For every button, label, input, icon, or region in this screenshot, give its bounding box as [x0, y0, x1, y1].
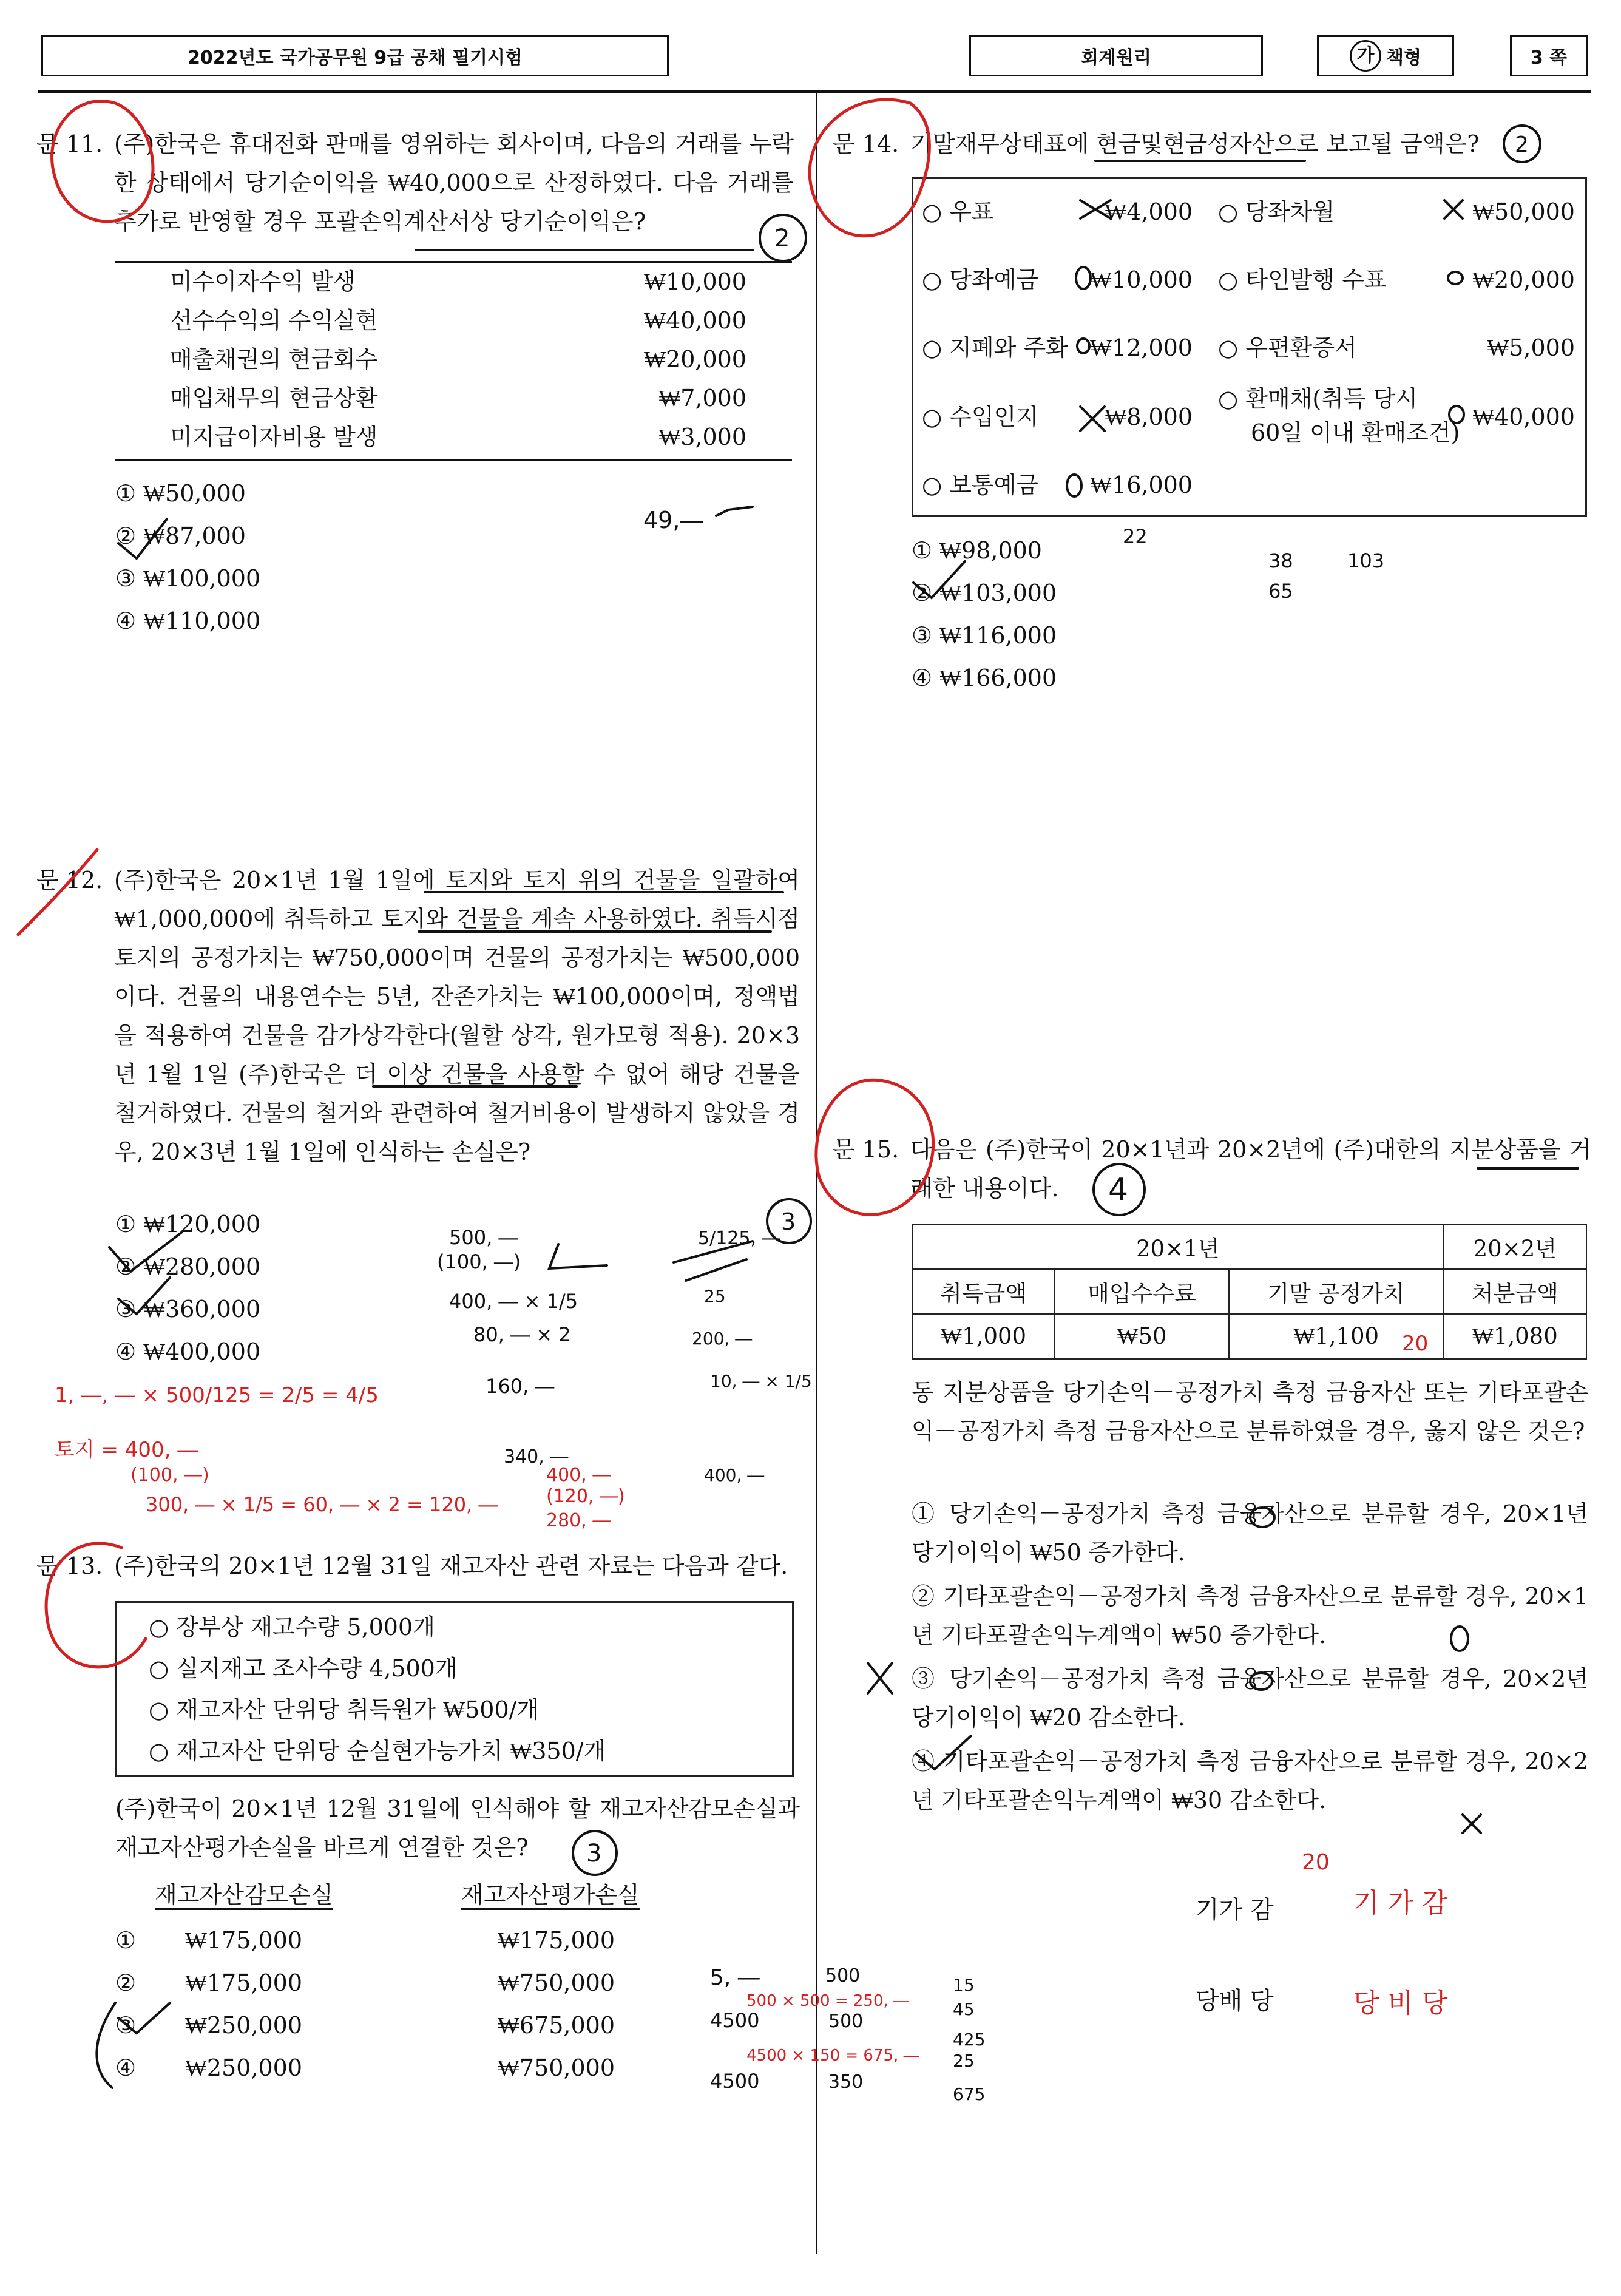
hand-answer-q12: 3 — [781, 1208, 796, 1235]
svg-text:45: 45 — [953, 1999, 975, 2019]
q14-box-label: ○ 지폐와 주화 — [922, 334, 1068, 361]
svg-text:200, ―: 200, ― — [692, 1329, 753, 1349]
hand-note-q11: 49,― — [643, 507, 703, 533]
q14-option-2[interactable]: ② ₩103,000 — [912, 580, 1057, 606]
q11-item-amount: ₩40,000 — [644, 307, 746, 334]
q15-option-4[interactable]: ④ 기타포괄손익－공정가치 측정 금융자산으로 분류할 경우, 20×2년 기타포괄손익누계액이 ₩30 감소한다. — [912, 1748, 1588, 1813]
page-number: 3 쪽 — [1510, 35, 1588, 76]
svg-text:4500: 4500 — [710, 2070, 760, 2093]
svg-text:103: 103 — [1347, 549, 1385, 572]
q11-item-label: 매입채무의 현금상환 — [170, 385, 378, 411]
q11-item-label: 매출채권의 현금회수 — [170, 346, 378, 373]
answer-circle-q12 — [767, 1199, 811, 1243]
svg-text:425: 425 — [953, 2030, 986, 2050]
question-13 — [36, 1546, 800, 1585]
subject-box: 회계원리 — [969, 35, 1263, 76]
q14-box-amount: ₩8,000 — [1105, 404, 1193, 430]
svg-text:160, ―: 160, ― — [486, 1375, 555, 1398]
q14-box-label: ○ 우표 — [922, 198, 994, 225]
question-text: (주)한국은 휴대전화 판매를 영위하는 회사이며, 다음의 거래를 누락한 상태에서 당기순이익을 ₩40,000으로 산정하였다. 다음 거래를 추가로 반영할 경우 포괄손익계산서상 당기순이익은? — [114, 130, 794, 235]
q14-box-label: ○ 보통예금 — [922, 472, 1039, 498]
svg-text:기 가 감: 기 가 감 — [1353, 1888, 1448, 1918]
question-intro: (주)한국의 20×1년 12월 31일 재고자산 관련 자료는 다음과 같다. — [114, 1553, 788, 1579]
hand-answer-q14: 2 — [1515, 132, 1529, 157]
svg-text:400, ―: 400, ― — [546, 1465, 611, 1486]
q15-option-1[interactable]: ① 당기손익－공정가치 측정 금융자산으로 분류할 경우, 20×1년 당기이익이 ₩50 증가한다. — [912, 1500, 1588, 1566]
question-text: 동 지분상품을 당기손익－공정가치 측정 금융자산 또는 기타포괄손익－공정가치 측정 금융자산으로 분류하였을 경우, 옳지 않은 것은? — [912, 1379, 1588, 1444]
table-cell: ₩1,080 — [1444, 1314, 1586, 1359]
svg-text:(100, ―): (100, ―) — [437, 1250, 521, 1273]
q13-option-1[interactable]: ① ₩175,000 ₩175,000 — [115, 1927, 615, 1954]
table-header-cell: 처분금액 — [1444, 1269, 1586, 1314]
svg-text:5/125, ―: 5/125, ― — [698, 1228, 780, 1249]
table-header-cell: 취득금액 — [912, 1269, 1055, 1314]
q14-option-4[interactable]: ④ ₩166,000 — [912, 665, 1057, 691]
svg-text:500, ―: 500, ― — [449, 1226, 518, 1249]
table-cell: ₩1,000 — [912, 1314, 1055, 1359]
question-text: (주)한국이 20×1년 12월 31일에 인식해야 할 재고자산감모손실과 재고자산평가손실을 바르게 연결한 것은? — [115, 1795, 800, 1861]
q14-box-amount: ₩40,000 — [1472, 404, 1575, 430]
svg-text:(100, ―): (100, ―) — [130, 1465, 209, 1486]
q14-box-amount: ₩16,000 — [1090, 472, 1193, 498]
svg-text:당배 당: 당배 당 — [1196, 1987, 1274, 2015]
q11-item-amount: ₩7,000 — [658, 385, 746, 411]
q14-option-3[interactable]: ③ ₩116,000 — [912, 622, 1057, 649]
q15-option-3[interactable]: ③ 당기손익－공정가치 측정 금융자산으로 분류할 경우, 20×2년 당기이익이 ₩20 감소한다. — [912, 1665, 1588, 1731]
svg-text:25: 25 — [704, 1286, 726, 1306]
q13-box-item: ○ 재고자산 단위당 순실현가능가치 ₩350/개 — [149, 1738, 606, 1764]
q14-box-amount: ₩4,000 — [1105, 198, 1193, 225]
svg-text:500 × 500 = 250, ―: 500 × 500 = 250, ― — [746, 1992, 910, 2010]
q14-box-amount: ₩5,000 — [1487, 334, 1575, 361]
question-15-prompt — [912, 1373, 1588, 1451]
svg-text:38: 38 — [1268, 549, 1293, 572]
q14-box-label: ○ 환매채(취득 당시 — [1218, 385, 1418, 412]
q12-option-2[interactable]: ② ₩280,000 — [115, 1253, 261, 1280]
q13-option-4[interactable]: ④ ₩250,000 ₩750,000 — [115, 2054, 615, 2081]
question-text: 다음은 (주)한국이 20×1년과 20×2년에 (주)대한의 지분상품을 거래한 내용이다. — [910, 1136, 1591, 1202]
svg-text:675: 675 — [953, 2084, 986, 2104]
question-text: 기말재무상태표에 현금및현금성자산으로 보고될 금액은? — [910, 130, 1480, 157]
q13-data-box — [115, 1601, 794, 1777]
q11-option-4[interactable]: ④ ₩110,000 — [115, 608, 261, 634]
svg-text:340, ―: 340, ― — [504, 1446, 569, 1468]
q13-box-item: ○ 실지재고 조사수량 4,500개 — [149, 1655, 458, 1682]
svg-text:당 비 당: 당 비 당 — [1353, 1988, 1448, 2019]
question-number: 문 12. — [36, 867, 103, 893]
svg-text:(120, ―): (120, ―) — [546, 1486, 625, 1507]
table-header-cell: 매입수수료 — [1055, 1269, 1228, 1314]
q14-box-amount: ₩20,000 — [1472, 266, 1575, 293]
question-15 — [833, 1130, 1591, 1208]
q14-box-label: ○ 수입인지 — [922, 404, 1039, 430]
booklet-label: 책형 — [1386, 47, 1421, 69]
q12-option-4[interactable]: ④ ₩400,000 — [115, 1338, 261, 1365]
svg-text:15: 15 — [953, 1975, 975, 1995]
table-year-header: 20×2년 — [1444, 1224, 1586, 1269]
q11-option-3[interactable]: ③ ₩100,000 — [115, 565, 261, 592]
question-number: 문 14. — [833, 130, 899, 157]
q14-box-amount: ₩12,000 — [1090, 334, 1193, 361]
booklet-type — [1317, 35, 1454, 76]
svg-text:5, ―: 5, ― — [710, 1965, 760, 1990]
q11-item-label: 미수이자수익 발생 — [170, 268, 356, 295]
column-divider — [816, 93, 817, 2254]
svg-text:25: 25 — [953, 2051, 975, 2071]
q14-box-label: ○ 당좌예금 — [922, 266, 1039, 293]
svg-text:4500: 4500 — [710, 2009, 760, 2032]
svg-text:20: 20 — [1302, 1850, 1330, 1875]
q11-option-1[interactable]: ① ₩50,000 — [115, 480, 246, 507]
q14-box-label: ○ 당좌차월 — [1218, 198, 1335, 225]
q15-option-2[interactable]: ② 기타포괄손익－공정가치 측정 금융자산으로 분류할 경우, 20×1년 기타포괄손익누계액이 ₩50 증가한다. — [912, 1583, 1588, 1648]
question-14 — [833, 124, 1591, 163]
question-number: 문 15. — [833, 1136, 899, 1163]
q13-option-2[interactable]: ② ₩175,000 ₩750,000 — [115, 1969, 615, 1996]
q11-item-amount: ₩3,000 — [658, 424, 746, 450]
q14-box-label: ○ 타인발행 수표 — [1218, 266, 1387, 293]
q12-option-1[interactable]: ① ₩120,000 — [115, 1211, 261, 1238]
q13-column-1-header: 재고자산감모손실 — [155, 1875, 333, 1914]
svg-text:400, ― × 1/5: 400, ― × 1/5 — [449, 1290, 578, 1313]
hand-answer-q11: 2 — [774, 225, 790, 252]
q15-transaction-table — [912, 1224, 1587, 1360]
q11-item-label: 미지급이자비용 발생 — [170, 424, 378, 450]
q11-item-amount: ₩20,000 — [644, 346, 746, 373]
q13-box-item: ○ 재고자산 단위당 취득원가 ₩500/개 — [149, 1696, 540, 1723]
q11-option-2[interactable]: ② ₩87,000 — [115, 523, 246, 549]
x-mark — [868, 1663, 892, 1693]
q14-box-label-cont: 60일 이내 환매조건) — [1251, 419, 1460, 446]
q12-option-3[interactable]: ③ ₩360,000 — [115, 1296, 261, 1322]
question-12 — [36, 861, 800, 1171]
svg-text:10, ― × 1/5: 10, ― × 1/5 — [710, 1371, 812, 1391]
hand-answer-q15: 4 — [1108, 1172, 1129, 1208]
svg-text:400, ―: 400, ― — [704, 1465, 765, 1485]
svg-text:20: 20 — [1402, 1332, 1429, 1356]
svg-text:300, ― × 1/5 = 60, ― × 2 = 120: 300, ― × 1/5 = 60, ― × 2 = 120, ― — [146, 1493, 498, 1516]
q14-box-label: ○ 우편환증서 — [1218, 334, 1357, 361]
q11-item-amount: ₩10,000 — [644, 268, 746, 295]
exam-title: 2022년도 국가공무원 9급 공채 필기시험 — [41, 35, 669, 76]
table-cell: ₩1,100 — [1229, 1314, 1444, 1359]
svg-text:500: 500 — [828, 2011, 864, 2032]
svg-text:280, ―: 280, ― — [546, 1510, 611, 1531]
q13-column-2-header: 재고자산평가손실 — [461, 1875, 640, 1914]
table-cell: ₩50 — [1055, 1314, 1228, 1359]
svg-text:1, ―, ― × 500/125 = 2/5 = 4/5: 1, ―, ― × 500/125 = 2/5 = 4/5 — [55, 1383, 379, 1407]
table-header-cell: 기말 공정가치 — [1229, 1269, 1444, 1314]
q13-option-3[interactable]: ③ ₩250,000 ₩675,000 — [115, 2012, 615, 2039]
svg-text:65: 65 — [1268, 580, 1293, 603]
question-11 — [36, 124, 794, 241]
question-text: (주)한국은 20×1년 1월 1일에 토지와 토지 위의 건물을 일괄하여 ₩1,000,000에 취득하고 토지와 건물을 계속 사용하였다. 취득시점 토지의 공정가치는 ₩750,000이며 건물의 공정가치는 ₩500,000이다. 건물의 내용연수는 5년, 잔존가치는 ₩100,000이며, 정액법을 적용하여 건물을 감가상각한다(월할 상각, 원가모형 적용). 20×3년 1월 1일 (주)한국은 더 이상 건물을 사용할 수 없어 해당 건물을 철거하였다. 건물의 철거와 관련하여 철거비용이 발생하지 않았을 경우, 20×3년 1월 1일에 인식하는 손실은? — [114, 867, 800, 1165]
question-13-prompt — [115, 1789, 800, 1867]
booklet-mark-circle: 가 — [1350, 40, 1381, 72]
svg-text:80, ― × 2: 80, ― × 2 — [473, 1323, 571, 1346]
hand-answer-q13: 3 — [586, 1840, 602, 1868]
q11-item-label: 선수수익의 수익실현 — [170, 307, 378, 334]
q14-box-amount: ₩50,000 — [1472, 198, 1575, 225]
svg-text:500: 500 — [825, 1965, 861, 1986]
svg-text:4500 × 150 = 675, ―: 4500 × 150 = 675, ― — [746, 2047, 919, 2065]
q14-box-amount: ₩10,000 — [1090, 266, 1193, 293]
question-number: 문 11. — [36, 130, 103, 157]
header-rule — [38, 90, 1591, 93]
items-bottom-rule — [115, 459, 792, 461]
question-number: 문 13. — [36, 1553, 103, 1579]
q13-box-item: ○ 장부상 재고수량 5,000개 — [149, 1614, 435, 1641]
bracket-mark — [96, 2003, 115, 2088]
svg-text:토지 = 400, ―: 토지 = 400, ― — [55, 1438, 198, 1462]
q14-item-box — [912, 177, 1587, 517]
q14-option-1[interactable]: ① ₩98,000 — [912, 537, 1042, 564]
table-year-header: 20×1년 — [912, 1224, 1444, 1269]
svg-text:기가 감: 기가 감 — [1196, 1896, 1274, 1924]
svg-text:22: 22 — [1123, 525, 1148, 548]
svg-text:350: 350 — [828, 2071, 864, 2093]
